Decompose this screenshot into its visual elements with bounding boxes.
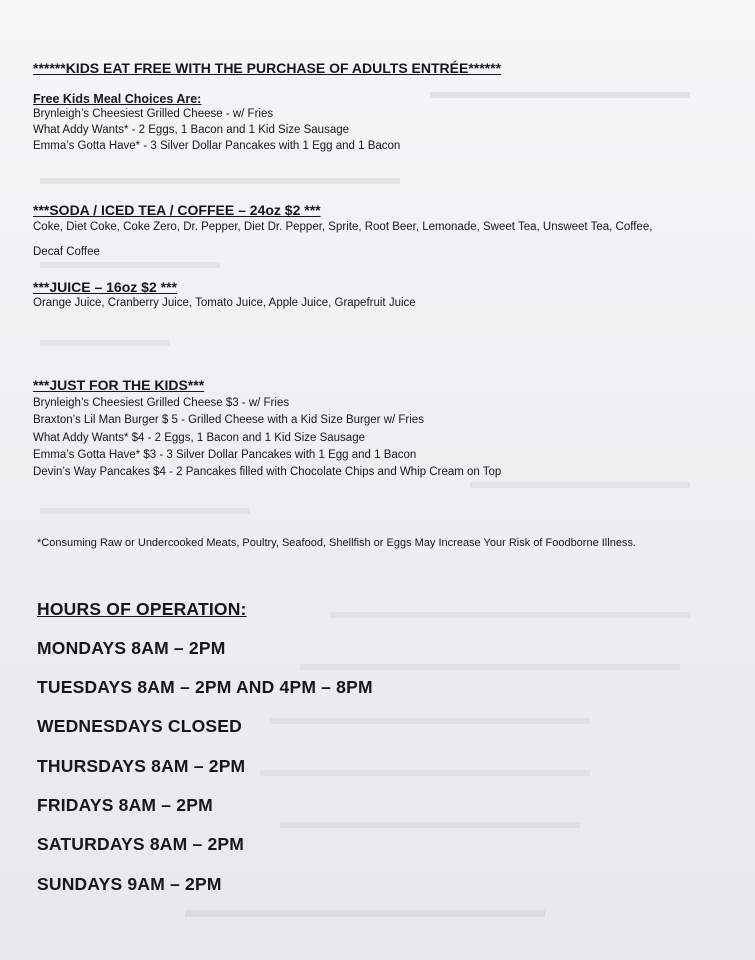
kids-menu-item: Devin’s Way Pancakes $4 - 2 Pancakes filled with Chocolate Chips and Whip Cream on Top — [33, 466, 502, 478]
kids-eat-free-heading: ******KIDS EAT FREE WITH THE PURCHASE OF ADULTS ENTRÉE****** — [33, 60, 502, 76]
hours-thursday: THURSDAYS 8AM – 2PM — [37, 756, 246, 776]
hours-tuesday: TUESDAYS 8AM – 2PM AND 4PM – 8PM — [37, 677, 373, 697]
free-kids-item: Brynleigh’s Cheesiest Grilled Cheese - w/ Fries — [33, 108, 274, 120]
kids-menu-item: What Addy Wants* $4 - 2 Eggs, 1 Bacon and 1 Kid Size Sausage — [33, 432, 365, 444]
kids-menu-item: Braxton’s Lil Man Burger $ 5 - Grilled Cheese with a Kid Size Burger w/ Fries — [33, 414, 424, 426]
hours-wednesday: WEDNESDAYS CLOSED — [37, 716, 243, 736]
hours-sunday: SUNDAYS 9AM – 2PM — [37, 874, 222, 894]
foodborne-disclaimer: *Consuming Raw or Undercooked Meats, Poultry, Seafood, Shellfish or Eggs May Increase Your Risk of Foodborne Illness. — [37, 537, 636, 549]
kids-menu-item: Brynleigh’s Cheesiest Grilled Cheese $3 - w/ Fries — [33, 397, 290, 409]
soda-heading: ***SODA / ICED TEA / COFFEE – 24oz $2 *** — [33, 202, 321, 218]
free-kids-item: What Addy Wants* - 2 Eggs, 1 Bacon and 1 Kid Size Sausage — [33, 124, 350, 136]
kids-menu-item: Emma’s Gotta Have* $3 - 3 Silver Dollar Pancakes with 1 Egg and 1 Bacon — [33, 449, 417, 461]
free-kids-item: Emma’s Gotta Have* - 3 Silver Dollar Pancakes with 1 Egg and 1 Bacon — [33, 140, 401, 152]
free-kids-meal-subheading: Free Kids Meal Choices Are: — [33, 92, 202, 106]
soda-items-cont: Decaf Coffee — [33, 246, 100, 258]
kids-menu-heading: ***JUST FOR THE KIDS*** — [33, 377, 205, 393]
hours-monday: MONDAYS 8AM – 2PM — [37, 638, 226, 658]
juice-heading: ***JUICE – 16oz $2 *** — [33, 279, 177, 295]
soda-items: Coke, Diet Coke, Coke Zero, Dr. Pepper, Diet Dr. Pepper, Sprite, Root Beer, Lemonade, Sweet Tea, Unsweet Tea, Coffee, — [33, 221, 653, 233]
hours-friday: FRIDAYS 8AM – 2PM — [37, 795, 213, 815]
hours-saturday: SATURDAYS 8AM – 2PM — [37, 834, 245, 854]
hours-heading: HOURS OF OPERATION: — [37, 599, 247, 619]
juice-items: Orange Juice, Cranberry Juice, Tomato Juice, Apple Juice, Grapefruit Juice — [33, 297, 416, 309]
